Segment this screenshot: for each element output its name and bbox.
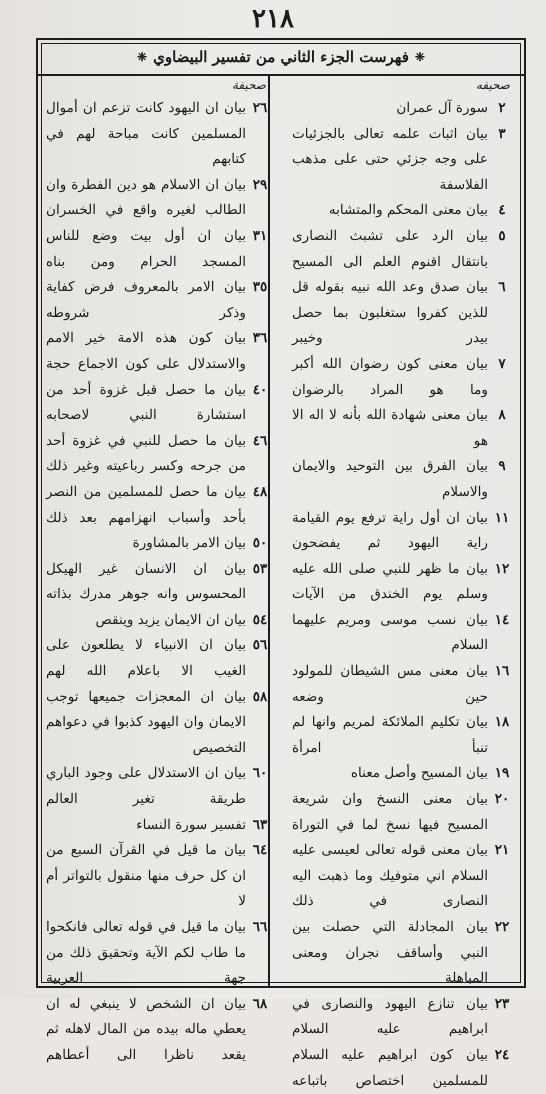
entry-page-number: ٥	[498, 227, 506, 244]
index-entry	[292, 198, 516, 224]
index-entry	[46, 429, 274, 480]
entry-page-number: ٣	[498, 125, 506, 142]
entry-title: بيان ما قيل في القرآن السبع من ان كل حرف منها منقول بالتواتر أم لا	[46, 842, 246, 910]
entry-title: بيان الرد على تشبث النصارى بانتقال اقنوم العلم الى المسيح	[292, 227, 488, 270]
entry-title: بيان تكليم الملائكة لمريم وانها لم تنبأ امرأة	[292, 714, 488, 756]
entry-title: بيان معنى قوله تعالى لعيسى عليه السلام اني متوفيك وما ذهبت اليه النصارى في ذلك	[292, 842, 488, 910]
index-entry	[46, 326, 274, 377]
right-column-header: صحيفه	[475, 78, 510, 92]
entry-title: بيان نسب موسى ومريم عليهما السلام	[292, 611, 488, 654]
index-entry	[292, 352, 516, 403]
entry-page-number: ٩	[498, 458, 506, 475]
entry-title: بيان ان الاستدلال على وجود الباري طريقة تغير العالم	[46, 765, 246, 808]
entry-page-number: ٥٣	[252, 560, 268, 577]
index-entry	[292, 1043, 516, 1094]
entry-page-number: ٣١	[252, 227, 268, 244]
index-entry	[46, 557, 274, 608]
index-entry	[46, 992, 274, 1069]
index-entry	[292, 838, 516, 915]
entry-page-number: ٢٩	[252, 176, 268, 193]
entry-page-number: ٢٢	[494, 919, 510, 935]
entry-title: بيان تنازع اليهود والنصارى في ابراهيم عليه السلام	[292, 995, 488, 1038]
index-entry	[46, 480, 274, 531]
entry-title: بيان ما قيل في قوله تعالى فانكحوا ما طاب لكم الآية وتحقيق ذلك من جهة العربية	[46, 919, 246, 987]
entry-title: سورة آل عمران	[396, 100, 488, 116]
entry-title: بيان معنى المحكم والمتشابه	[328, 202, 488, 219]
entry-page-number: ٥٨	[252, 688, 268, 705]
index-entry	[292, 454, 516, 505]
entry-title: بيان ان اليهود كانت تزعم ان أموال المسلمين كانت مباحة لهم في كتابهم	[46, 100, 246, 168]
ornament-icon: ❈	[137, 50, 148, 64]
entry-page-number: ٢	[498, 100, 506, 116]
index-entry	[292, 275, 516, 352]
entry-page-number: ٢٤	[494, 1046, 510, 1063]
entry-page-number: ٥٦	[252, 637, 268, 654]
index-entry	[292, 506, 516, 557]
entry-title: بيان ما حصل قبل غزوة أحد من استشارة النبي لاصحابه	[46, 381, 246, 424]
entry-page-number: ٦٦	[252, 919, 268, 935]
index-entry	[292, 915, 516, 992]
entry-page-number: ٤	[498, 202, 506, 219]
entry-title: بيان اثبات علمه تعالى بالجزئيات على وجه جزئي حتى على مذهب الفلاسفة	[292, 125, 488, 193]
entry-page-number: ٥٠	[252, 535, 268, 552]
entry-title: بيان معنى كون رضوان الله أكبر وما هو المراد بالرضوان	[292, 355, 488, 398]
entry-title: بيان المجادلة التي حصلت بين النبي وأساقف نجران ومعنى المباهلة	[292, 919, 488, 987]
entry-title: تفسير سورة النساء	[136, 816, 246, 833]
entry-title: بيان كون هذه الامة خير الامم والاستدلال على كون الاجماع حجة	[46, 330, 246, 372]
entry-page-number: ٣٥	[252, 279, 268, 296]
index-entry	[46, 224, 274, 275]
entry-page-number: ٦٠	[252, 765, 268, 782]
index-entry	[292, 224, 516, 275]
entry-title: بيان المسيح وأصل معناه	[350, 765, 488, 782]
index-entry	[292, 659, 516, 710]
entry-title: بيان الفرق بين التوحيد والايمان والاسلام	[292, 458, 488, 500]
entry-title: بيان ان الاسلام هو دين الفطرة وان الطالب لغيره واقع في الخسران	[46, 176, 246, 219]
index-entry	[46, 275, 274, 326]
entry-page-number: ٢٣	[494, 995, 510, 1012]
entry-title: بيان ان المعجزات جميعها توجب الايمان وان اليهود كذبوا في دعواهم التخصيص	[46, 688, 246, 756]
index-entry	[46, 761, 274, 812]
entry-title: بيان ان الشخص لا ينبغي له ان يعطي ماله بيده من المال لاهله ثم يقعد ناظرا الى أعطاهم	[46, 995, 246, 1063]
entry-page-number: ٤٦	[252, 432, 268, 449]
index-entry	[292, 992, 516, 1043]
index-entry	[292, 761, 516, 787]
index-title: فهرست الجزء الثاني من تفسير البيضاوي	[153, 48, 409, 66]
entry-page-number: ٨	[498, 407, 506, 424]
entry-page-number: ٤٠	[252, 381, 268, 398]
index-entry	[46, 608, 274, 634]
right-column	[292, 96, 516, 1094]
entry-page-number: ١٨	[494, 714, 510, 731]
entry-page-number: ١٤	[494, 611, 510, 628]
index-entry	[292, 710, 516, 761]
entry-page-number: ٢٦	[252, 100, 268, 116]
left-column	[46, 96, 274, 1069]
index-entry	[46, 838, 274, 915]
entry-title: بيان ان أول راية ترفع يوم القيامة راية اليهود ثم يفضحون	[292, 509, 488, 552]
index-entry	[46, 915, 274, 992]
entry-page-number: ٤٨	[252, 483, 268, 500]
entry-title: بيان ان الانسان غير الهيكل المحسوس وانه جوهر مدرك بذاته	[46, 560, 246, 603]
entry-page-number: ٣٦	[252, 330, 268, 347]
index-frame	[36, 38, 526, 1089]
entry-title: بيان ما ظهر للنبي صلى الله عليه وسلم يوم الخندق من الآيات	[292, 560, 488, 603]
entry-page-number: ٢٠	[494, 791, 510, 808]
index-entry	[46, 685, 274, 762]
entry-title: بيان كون ابراهيم عليه السلام للمسلمين اختصاص باتباعه	[292, 1046, 488, 1089]
page-number: ٢١٨	[252, 4, 294, 34]
index-entry	[292, 96, 516, 122]
entry-page-number: ١٦	[494, 663, 510, 680]
entry-title: بيان الامر بالمشاورة	[132, 535, 246, 552]
index-entry	[46, 813, 274, 839]
index-entry	[292, 122, 516, 199]
entry-page-number: ١١	[494, 509, 510, 526]
entry-title: بيان الامر بالمعروف فرض كفاية وذكر شروطه	[46, 279, 246, 321]
ornament-icon: ❈	[414, 50, 425, 64]
entry-title: بيان معنى شهادة الله بأنه لا اله الا هو	[292, 407, 488, 449]
index-title-bar	[38, 40, 524, 76]
entry-page-number: ٥٤	[252, 611, 268, 628]
index-entry	[46, 96, 274, 173]
index-entry	[46, 531, 274, 557]
entry-title: بيان ان الانبياء لا يطلعون على الغيب الا باعلام الله لهم	[46, 637, 246, 680]
entry-title: بيان ان أول بيت وضع للناس المسجد الحرام ومن بناه	[46, 227, 246, 270]
entry-title: بيان صدق وعد الله نبيه بقوله قل للذين كفروا ستغلبون بما حصل بيدر وخيبر	[292, 279, 488, 347]
entry-title: بيان ان الايمان يزيد وينقص	[95, 611, 246, 628]
entry-page-number: ٧	[498, 355, 506, 372]
entry-page-number: ٦٤	[252, 842, 268, 859]
entry-page-number: ٢١	[494, 842, 510, 859]
index-entry	[46, 633, 274, 684]
entry-title: بيان ما حصل للمسلمين من النصر بأحد وأسباب انهزامهم بعد ذلك	[46, 483, 246, 526]
index-entry	[46, 173, 274, 224]
index-entry	[46, 378, 274, 429]
index-entry	[292, 557, 516, 608]
entry-title: بيان معنى النسخ وان شريعة المسيح فيها نسخ لما في التوراة	[292, 791, 488, 833]
index-entry	[292, 608, 516, 659]
entry-title: بيان معنى مس الشيطان للمولود حين وضعه	[292, 663, 488, 705]
left-column-header: صحيفة	[231, 78, 266, 92]
index-entry	[292, 403, 516, 454]
entry-page-number: ١٩	[494, 765, 510, 782]
entry-page-number: ١٢	[494, 560, 510, 577]
entry-page-number: ٦٣	[252, 816, 268, 833]
entry-page-number: ٦٨	[252, 995, 268, 1012]
entry-page-number: ٦	[498, 279, 506, 296]
entry-title: بيان ما حصل للنبي في غزوة أحد من جرحه وكسر رباعيته وغير ذلك	[46, 432, 246, 475]
index-entry	[292, 787, 516, 838]
